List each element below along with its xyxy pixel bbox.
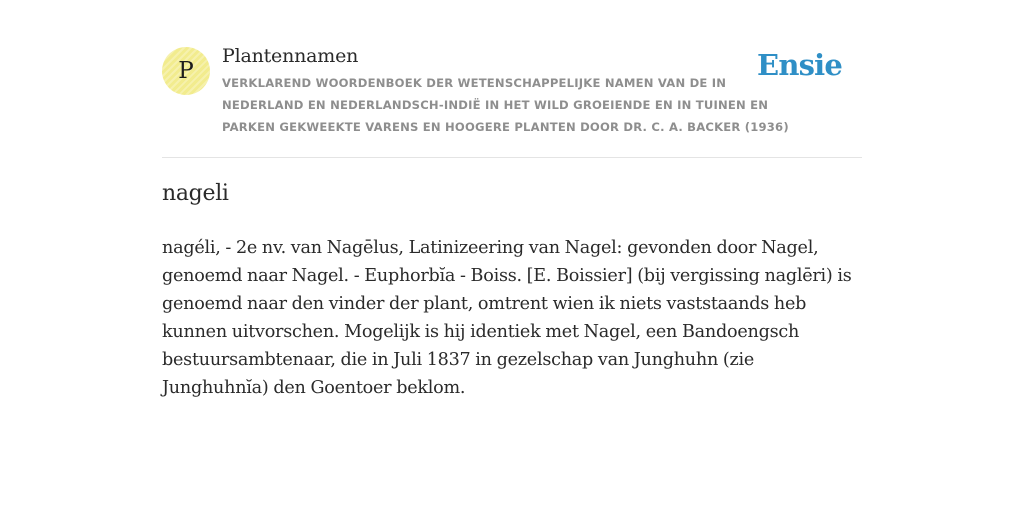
book-title-link[interactable]: Plantennamen xyxy=(222,45,359,67)
entry-card xyxy=(162,0,862,398)
entry-title: nageli xyxy=(162,181,229,206)
book-avatar[interactable]: P xyxy=(162,47,210,95)
entry-definition: nagéli, - 2e nv. van Nagēlus, Latinizeering van Nagel: gevonden door Nagel, genoemd naar Nagel. - Euphorbĭa - Boiss. [E. Boissier] (bij vergissing naglēri) is genoemd naar den vinder der plant, omtrent wien ik niets vaststaands heb kunnen uitvorschen. Mogelijk is hij identiek met Nagel, een Bandoengsch bestuursambtenaar, die in Juli 1837 in gezelschap van Junghuhn (zie Junghuhnĭa) den Goentoer beklom. xyxy=(162,238,852,398)
book-header xyxy=(162,0,862,158)
book-subtitle: VERKLAREND WOORDENBOEK DER WETENSCHAPPELIJKE NAMEN VAN DE IN NEDERLAND EN NEDERLANDSCH-INDIË IN HET WILD GROEIENDE EN IN TUINEN EN PARKEN GEKWEEKTE VARENS EN HOOGERE PLANTEN DOOR DR. C. A. BACKER (1936) xyxy=(222,76,789,134)
ensie-logo-link[interactable]: Ensie xyxy=(757,48,842,82)
